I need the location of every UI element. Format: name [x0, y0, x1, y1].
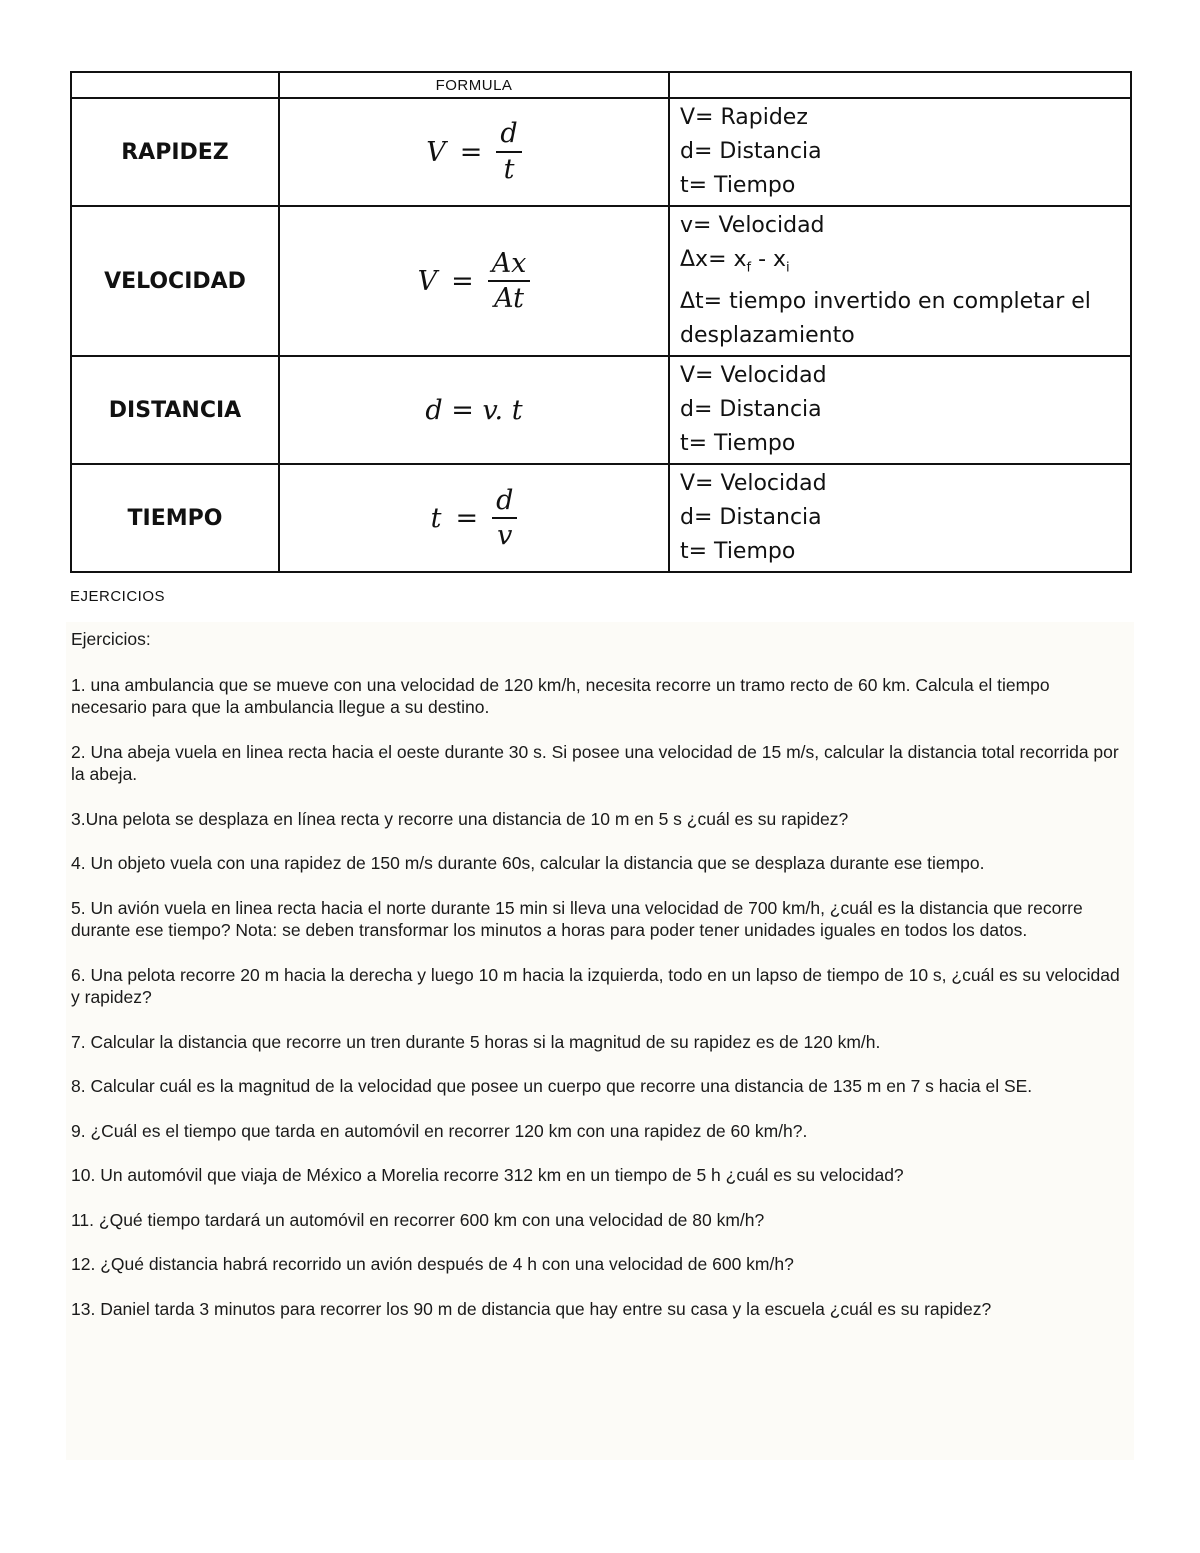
exercise-item: 11. ¿Qué tiempo tardará un automóvil en recorrer 600 km con una velocidad de 80 km/h?	[71, 1209, 765, 1230]
variable-line: V= Velocidad	[680, 471, 827, 497]
exercise-item: 13. Daniel tarda 3 minutos para recorrer los 90 m de distancia que hay entre su casa y la escuela ¿cuál es su rapidez?	[71, 1298, 992, 1319]
formula-expression: d = v. t	[425, 394, 523, 426]
exercise-heading: Ejercicios:	[71, 629, 151, 649]
exercise-item: 7. Calcular la distancia que recorre un tren durante 5 horas si la magnitud de su rapidez es de 120 km/h.	[71, 1031, 881, 1052]
section-title: EJERCICIOS	[70, 588, 166, 605]
row-label: VELOCIDAD	[71, 206, 279, 356]
formula-cell	[279, 464, 669, 572]
formula-lhs: V	[417, 265, 438, 297]
formula-operator: =	[455, 502, 479, 534]
table-row-distancia	[71, 356, 1131, 464]
exercise-item: 8. Calcular cuál es la magnitud de la velocidad que posee un cuerpo que recorre una distancia de 135 m en 7 s hacia el SE.	[71, 1076, 1033, 1096]
variable-line: V= Rapidez	[680, 105, 808, 130]
variable-line: Δt= tiempo invertido en completar el desplazamiento	[680, 289, 1091, 349]
variables-cell	[669, 98, 1131, 206]
exercise-item: 4. Un objeto vuela con una rapidez de 150 m/s durante 60s, calcular la distancia que se desplaza durante ese tiempo.	[71, 853, 985, 873]
formula-cell	[279, 206, 669, 356]
formula-fraction	[492, 486, 517, 551]
header-cell	[669, 72, 1131, 98]
variables-cell	[669, 206, 1131, 356]
table-row-velocidad	[71, 206, 1131, 356]
exercise-list	[66, 622, 1134, 1460]
subscript-initial: i	[786, 260, 790, 276]
formula-fraction	[488, 249, 531, 314]
table-row-tiempo	[71, 464, 1131, 572]
formula-expression	[426, 119, 521, 184]
exercise-item: 1. una ambulancia que se mueve con una velocidad de 120 km/h, necesita recorre un tramo recto de 60 km. Calcula el tiempo necesario para que la ambulancia llegue a su destino.	[71, 674, 1050, 717]
formula-denominator: t	[503, 154, 515, 185]
formula-expression	[418, 249, 531, 314]
formula-operator: =	[459, 136, 483, 168]
formula-cell	[279, 356, 669, 464]
formula-numerator: d	[492, 486, 517, 520]
variable-line: v= Velocidad	[680, 213, 825, 238]
exercise-item: 5. Un avión vuela en linea recta hacia el norte durante 15 min si lleva una velocidad de 700 km/h, ¿cuál es la distancia que recorre durante ese tiempo? Nota: se deben transformar los minutos a horas para poder tener unidades iguales en todos los datos.	[71, 897, 1083, 940]
formula-numerator: Ax	[488, 249, 531, 283]
exercise-item: 12. ¿Qué distancia habrá recorrido un avión después de 4 h con una velocidad de 600 km/h?	[71, 1254, 794, 1274]
variable-line: V= Velocidad	[680, 363, 827, 389]
header-cell	[71, 72, 279, 98]
variable-line: t= Tiempo	[680, 173, 796, 198]
header-cell-formula: FORMULA	[279, 72, 669, 98]
variable-line: d= Distancia	[680, 139, 822, 164]
table-row-rapidez	[71, 98, 1131, 206]
formula-expression	[431, 486, 518, 551]
formula-lhs: t	[430, 502, 442, 534]
formula-lhs: V	[426, 136, 446, 168]
table-header-row	[71, 72, 1131, 98]
formula-operator: =	[451, 265, 474, 297]
row-label: DISTANCIA	[71, 356, 279, 464]
formula-fraction	[496, 119, 521, 184]
exercise-item: 9. ¿Cuál es el tiempo que tarda en automóvil en recorrer 120 km con una rapidez de 60 km/h?.	[71, 1120, 808, 1141]
formula-numerator: d	[496, 119, 521, 153]
formula-table	[70, 71, 1132, 573]
variable-line: t= Tiempo	[680, 431, 796, 457]
row-label: RAPIDEZ	[71, 98, 279, 206]
displacement-mid: - x	[751, 247, 787, 272]
subscript-final: f	[746, 260, 752, 276]
variable-line: t= Tiempo	[680, 539, 796, 565]
variable-line-displacement	[680, 243, 1120, 285]
row-label: TIEMPO	[71, 464, 279, 572]
variable-line: d= Distancia	[680, 505, 822, 531]
exercise-item: 6. Una pelota recorre 20 m hacia la derecha y luego 10 m hacia la izquierda, todo en un lapso de tiempo de 10 s, ¿cuál es su velocidad y rapidez?	[71, 964, 1120, 1007]
formula-cell	[279, 98, 669, 206]
exercise-item: 10. Un automóvil que viaja de México a Morelia recorre 312 km en un tiempo de 5 h ¿cuál es su velocidad?	[71, 1165, 904, 1185]
formula-denominator: v	[497, 520, 513, 552]
displacement-prefix: Δx= x	[680, 247, 747, 272]
exercise-item: 2. Una abeja vuela en linea recta hacia el oeste durante 30 s. Si posee una velocidad de 15 m/s, calcular la distancia total recorrida por la abeja.	[71, 741, 1119, 784]
variable-line: d= Distancia	[680, 397, 822, 423]
variables-cell	[669, 356, 1131, 464]
formula-denominator: At	[494, 283, 524, 315]
variables-cell	[669, 464, 1131, 572]
exercise-item: 3.Una pelota se desplaza en línea recta y recorre una distancia de 10 m en 5 s ¿cuál es su rapidez?	[71, 808, 849, 829]
